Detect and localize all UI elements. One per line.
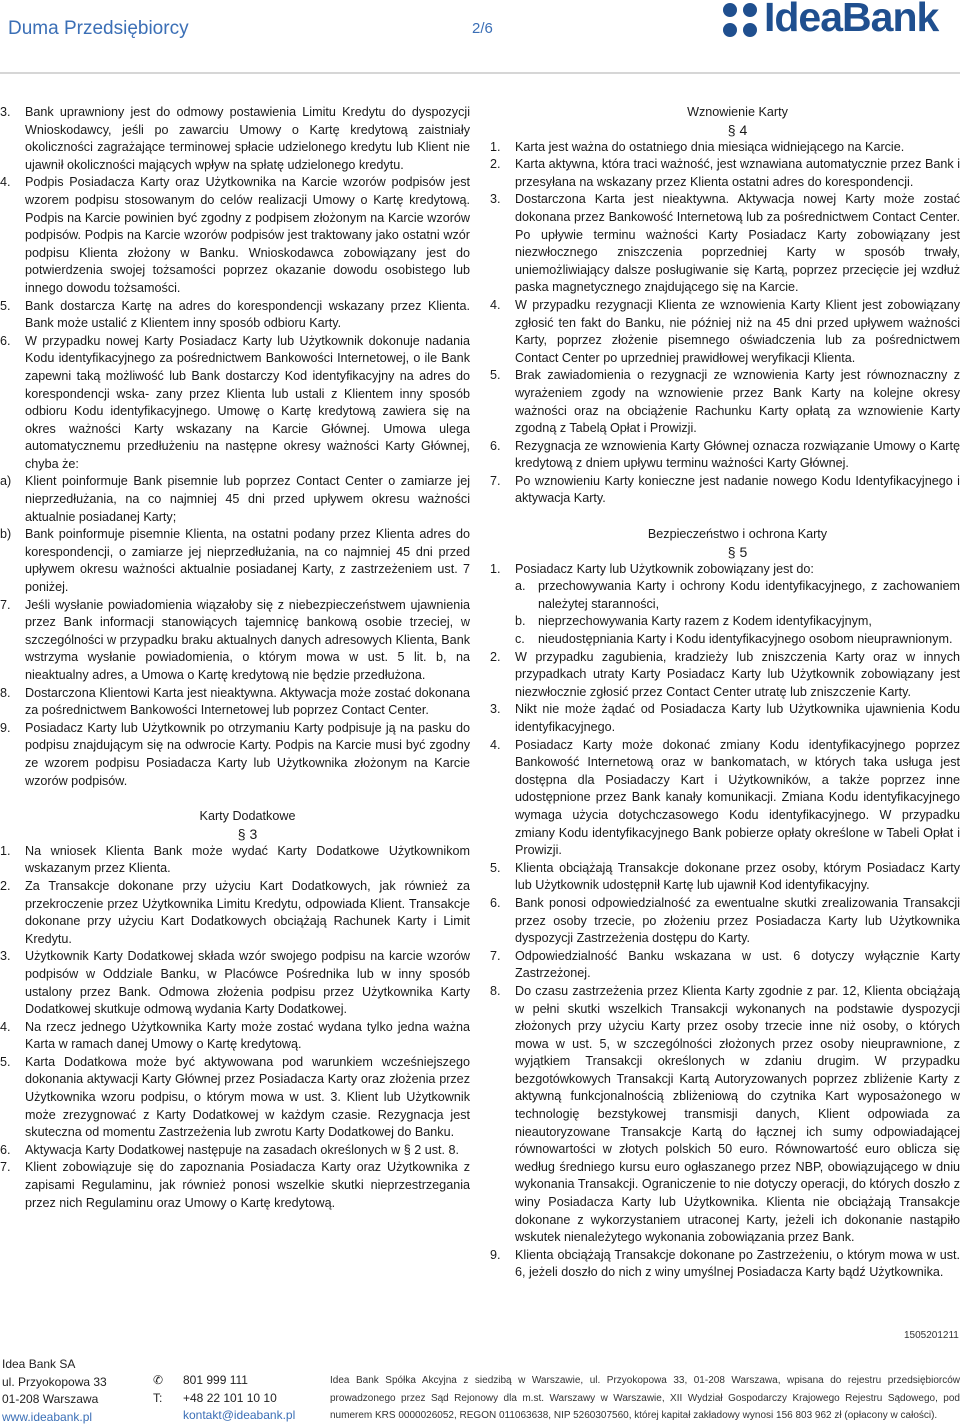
item-text: Aktywacja Karty Dodatkowej następuje na zasadach określonych w § 2 ust. 8. xyxy=(25,1143,459,1157)
legal-notice: Idea Bank Spółka Akcyjna z siedzibą w Warszawie, ul. Przyokopowa 33, 01-208 Warszawa, wpisana do rejestru przedsiębiorców prowadzonego przez Sąd Rejonowy dla m.st. Warszawy w Warszawie, XII Wydział Gospodarczy Krajowego Rejestru Sądowego, pod numerem KRS 0000026052, REGON 011063638, NIP 5260307560, której kapitał zakładowy wynosi 156 803 962 zł (opłacony w całości). xyxy=(330,1372,960,1425)
email-row xyxy=(153,1407,295,1425)
section-5-title: Bezpieczeństwo i ochrona Karty xyxy=(490,526,960,544)
item-number: 3. xyxy=(490,701,501,719)
section-4-paragraph-mark: § 4 xyxy=(515,122,960,139)
section-5-paragraph-mark: § 5 xyxy=(515,544,960,561)
section-3-title: Karty Dodatkowe xyxy=(0,808,470,826)
item-number: 2. xyxy=(490,649,501,667)
item-number: 9. xyxy=(490,1247,501,1265)
section-4-title: Wznowienie Karty xyxy=(490,104,960,122)
section-5-subitems xyxy=(490,578,960,648)
item-number: 3. xyxy=(490,191,501,209)
item-number: 3. xyxy=(0,948,11,966)
list-item xyxy=(490,948,960,983)
list-item xyxy=(0,104,470,174)
list-item xyxy=(490,139,960,157)
item-number: 4. xyxy=(0,174,11,192)
list-item xyxy=(0,878,470,948)
tel-label: T: xyxy=(153,1390,183,1408)
list-item xyxy=(0,1142,470,1160)
tel-row xyxy=(153,1390,295,1408)
section-3-items xyxy=(0,843,470,1212)
item-text: Klient zobowiązuje się do zapoznania Posiadacza Karty oraz Użytkownika z zapisami Regulaminu, jak również ponosi wszelkie skutki nieprzestrzegania przez nich Regulaminu oraz Umowy o Kartę kredytową. xyxy=(25,1160,470,1209)
idea-bank-logo xyxy=(722,0,960,40)
item-number: 6. xyxy=(490,895,501,913)
item-number: a. xyxy=(515,578,526,596)
item-text: Rezygnacja ze wznowienia Karty Głównej oznacza rozwiązanie Umowy o Kartę kredytową z dniem upływu terminu ważności Karty Głównej. xyxy=(515,439,960,471)
item-text: W przypadku rezygnacji Klienta ze wznowienia Karty Klient jest zobowiązany zgłosić ten fakt do Banku, nie później niż na 45 dni przed upływem ważności Karty, poprzez złożenie pisemnego oświadczenia lub za pośrednictwem Contact Center po uprzedniej prawidłowej weryfikacji Klienta. xyxy=(515,298,960,365)
list-item xyxy=(490,895,960,948)
item-number: 6. xyxy=(0,333,11,351)
bank-street: ul. Przyokopowa 33 xyxy=(2,1374,107,1392)
item-text: W przypadku zagubienia, kradzieży lub zniszczenia Karty oraz w innych przypadkach utraty Karty Posiadacz Karty lub Użytkownik zobowiązany jest niezwłocznie zgłosić przez Contact Center utratę lub zniszczenie Karty. xyxy=(515,650,960,699)
list-item xyxy=(0,473,470,526)
bank-address xyxy=(2,1356,107,1426)
spacer xyxy=(0,790,470,808)
list-item xyxy=(490,297,960,367)
website-link[interactable]: www.ideabank.pl xyxy=(2,1409,107,1426)
list-item xyxy=(490,737,960,860)
item-number: 7. xyxy=(0,1159,11,1177)
item-number: b) xyxy=(0,526,11,544)
list-item xyxy=(0,948,470,1018)
item-number: 8. xyxy=(490,983,501,1001)
list-item xyxy=(490,561,960,579)
item-text: Na rzecz jednego Użytkownika Karty może zostać wydana tylko jedna ważna Karta w ramach danej Umowy o Kartę kredytową. xyxy=(25,1020,470,1052)
email-link[interactable]: kontakt@ideabank.pl xyxy=(183,1407,295,1425)
item-number: 2. xyxy=(0,878,11,896)
item-text: Klient poinformuje Bank pisemnie lub poprzez Contact Center o zamiarze jej nieprzedłużania, na co najmniej 45 dni przed upływem okresu ważności aktualnie posiadanej Karty; xyxy=(25,474,470,523)
item-number: 2. xyxy=(490,156,501,174)
list-item xyxy=(0,843,470,878)
item-text: Nikt nie może żądać od Posiadacza Karty lub Użytkownika ujawnienia Kodu identyfikacyjnego. xyxy=(515,702,960,734)
bank-city: 01-208 Warszawa xyxy=(2,1391,107,1409)
item-text: Klienta obciążają Transakcje dokonane przez osoby, którym Posiadacz Karty lub Użytkownik udostępnił Kartę lub ujawnił Kod identyfikacyjny. xyxy=(515,861,960,893)
item-number: 7. xyxy=(0,597,11,615)
item-text: Posiadacz Karty lub Użytkownik zobowiązany jest do: xyxy=(515,562,814,576)
list-item xyxy=(0,685,470,720)
list-item xyxy=(490,367,960,437)
item-text: Bank dostarcza Kartę na adres do korespondencji wskazany przez Klienta. Bank może ustalić z Klientem inny sposób odbioru Karty. xyxy=(25,299,470,331)
item-text: Bank poinformuje pisemnie Klienta, na ostatni podany przez Klienta adres do korespondencji, o zamiarze jej nieprzedłużania, na co najmniej 45 dni przed upływem okresu ważności aktualnie posiadanej Karty, z zastrzeżeniem ust. 7 poniżej. xyxy=(25,527,470,594)
list-item xyxy=(0,720,470,790)
item-number: 7. xyxy=(490,473,501,491)
item-text: Podpis Posiadacza Karty oraz Użytkownika na Karcie wzorów podpisów jest wzorem podpisu stosowanym do celów realizacji Umowy o Kartę kredytową. Podpis na Karcie powinien być zgodny z podpisem złożonym na Karcie wzorów podpisów. Podpis na Karcie wzorów podpisów jest traktowany jako ostatni wzór podpisu Klienta złożony w Banku. Wnioskodawca zobowiązany jest do potwierdzenia swojej tożsamości poprzez okazanie dowodu osobistego lub innego dowodu tożsamości. xyxy=(25,175,470,295)
item-number: c. xyxy=(515,631,525,649)
item-number: 5. xyxy=(490,367,501,385)
item-text: Odpowiedzialność Banku wskazana w ust. 6 dotyczy wyłącznie Karty Zastrzeżonej. xyxy=(515,949,960,981)
item-number: a) xyxy=(0,473,11,491)
item-number: 4. xyxy=(490,737,501,755)
item-number: 4. xyxy=(0,1019,11,1037)
logo-text: IdeaBank xyxy=(764,0,938,41)
item-text: Jeśli wysłanie powiadomienia wiązałoby się z niebezpieczeństwem ujawnienia przez Bank informacji stanowiących tajemnicę bankową osobie trzeciej, w szczególności w przypadku braku aktualnych danych adresowych Klienta, Bank wstrzyma wysłanie powiadomienia, o którym mowa w ust. 5 lit. b, na nieaktualny adres, a Umowa o Kartę kredytową nie będzie przedłużona. xyxy=(25,598,470,682)
item-text: Do czasu zastrzeżenia przez Klienta Karty zgodnie z par. 12, Klienta obciążają w pełni skutki wszelkich Transakcji wykonanych na podstawie dyspozycji złożonych przy użyciu Karty przez osoby trzecie inne niż osoby, o których mowa w ust. 5, w szczególności złożonych przez osoby nieuprawnione, z wyjątkiem Transakcji określonych w zdaniu drugim. W przypadku bezgotówkowych Transakcji Kartą Autoryzowanych poprzez zbliżenie Karty z aktywną funkcjonalnością zbliżeniową do czytnika Kart wyposażonego w technologię bezstykowej transmisji danych, Klient odpowiada za nieautoryzowane Transakcje Kartą do łącznej ich sumy odpowiadającej równowartości w złotych polskich 50 euro. Równowartość euro oblicza się według średniego kursu euro ogłaszanego przez NBP, obowiązującego w dniu wykonania Transakcji. Ograniczenie to nie dotyczy operacji, do których doszło z winy Posiadacza Karty lub Użytkownika. Klienta nie obciążają Transakcje dokonane z wykorzystaniem utraconej Karty, jeżeli ich dokonanie nastąpiło wskutek nienależytego wykonania zobowiązania przez Bank. xyxy=(515,984,960,1244)
document-title: Duma Przedsiębiorcy xyxy=(8,18,189,40)
item-number: 4. xyxy=(490,297,501,315)
item-text: przechowywania Karty i ochrony Kodu identyfikacyjnego, z zachowaniem należytej staranności, xyxy=(538,579,960,611)
hotline-number: 801 999 111 xyxy=(183,1372,248,1390)
list-item xyxy=(0,597,470,685)
list-item xyxy=(0,1159,470,1212)
list-item xyxy=(0,298,470,333)
header-divider xyxy=(0,72,960,74)
item-text: Bank ponosi odpowiedzialność za ewentualne skutki zrealizowania Transakcji przez osoby trzecie, po złożeniu przez Posiadacza Karty lub Użytkownika dyspozycji Zastrzeżenia dostępu do Karty. xyxy=(515,896,960,945)
item-number: 3. xyxy=(0,104,11,122)
list-item xyxy=(0,174,470,297)
item-number: 8. xyxy=(0,685,11,703)
document-reference: 1505201211 xyxy=(904,1330,959,1341)
item-text: nieudostępniania Karty i Kodu identyfikacyjnego osobom nieuprawnionym. xyxy=(538,632,952,646)
sub-list-item xyxy=(490,613,960,631)
sub-list-item xyxy=(490,631,960,649)
email-spacer xyxy=(153,1407,183,1425)
section-3-paragraph-mark: § 3 xyxy=(25,826,470,843)
item-text: Posiadacz Karty może dokonać zmiany Kodu identyfikacyjnego poprzez Bankowość Internetową oraz w bankomatach, w których taka usługa jest dostępna dla Posiadaczy Kart i Użytkowników, a także poprzez inne udostępnione przez Bank kanały komunikacji. Zmiana Kodu identyfikacyjnego wymaga użycia dotychczasowego Kodu identyfikacyjnego. W przypadku zmiany Kodu identyfikacyjnego Bank pobierze opłaty określone w Tabeli Opłat i Prowizji. xyxy=(515,738,960,858)
item-text: Brak zawiadomienia o rezygnacji ze wznowienia Karty jest równoznaczny z wyrażeniem zgody na wznowienie przez Bank Karty na kolejne okresy ważności oraz na obciążenie Rachunku Karty opłatą za wznowienie Karty zgodną z Tabelą Opłat i Prowizji. xyxy=(515,368,960,435)
item-text: W przypadku nowej Karty Posiadacz Karty lub Użytkownik dokonuje nadania Kodu identyfikacyjnego za pośrednictwem Bankowości Internetowej, o ile Bank zapewni taką możliwość lub Bank dostarczy Kod identyfikacyjny na adres do korespondencji wska- zany przez Klienta lub ustali z Klientem inny sposób odbioru Kodu identyfikacyjnego. Umowę o Kartę kredytową zawiera się na okres ważności Karty wskazany na Karcie Głównej. Umowa ulega automatycznemu przedłużeniu na następne okresy ważności Karty Głównej, chyba że: xyxy=(25,334,470,471)
item-text: Karta Dodatkowa może być aktywowana pod warunkiem wcześniejszego dokonania aktywacji Karty Głównej przez Posiadacza Karty oraz złożenia przez Użytkownika wzoru podpisu, o którym mowa w ust. 3. Klient lub Użytkownik może zrezygnować z Karty Dodatkowej w każdym czasie. Rezygnacja jest skuteczna od momentu Zastrzeżenia lub zwrotu Karty Dodatkowej do Banku. xyxy=(25,1055,470,1139)
left-subitems-6 xyxy=(0,473,470,596)
item-text: Użytkownik Karty Dodatkowej składa wzór swojego podpisu na karcie wzorów podpisów w Oddziale Banku, w Placówce Pośrednika lub w inny sposób ustalony przez Bank. Odmowa złożenia podpisu przez Użytkownika Karty Dodatkowej skutkuje odmową wydania Karty Dodatkowej. xyxy=(25,949,470,1016)
sub-list-item xyxy=(490,578,960,613)
section-5-items xyxy=(490,649,960,1282)
logo-dots-icon xyxy=(722,2,760,40)
list-item xyxy=(0,1054,470,1142)
list-item xyxy=(490,191,960,297)
right-column xyxy=(490,104,960,1282)
left-items-a xyxy=(0,104,470,473)
bank-contact xyxy=(153,1372,295,1425)
list-item xyxy=(490,438,960,473)
item-number: 7. xyxy=(490,948,501,966)
item-text: Posiadacz Karty lub Użytkownik po otrzymaniu Karty podpisuje ją na pasku do podpisu znajdującym się na odwrocie Karty. Podpis na Karcie musi być zgodny ze wzorem podpisu Posiadacza Karty lub Użytkownika złożonym na Karcie wzorów podpisów. xyxy=(25,721,470,788)
item-number: 5. xyxy=(0,298,11,316)
item-text: nieprzechowywania Karty razem z Kodem identyfikacyjnym, xyxy=(538,614,872,628)
item-number: 5. xyxy=(0,1054,11,1072)
item-text: Karta aktywna, która traci ważność, jest wznawiana automatycznie przez Bank i przesyłana na wskazany przez Klienta ostatni adres do korespondencji. xyxy=(515,157,960,189)
list-item xyxy=(0,1019,470,1054)
page-footer xyxy=(0,1320,960,1425)
item-number: 1. xyxy=(490,561,501,579)
item-text: Za Transakcje dokonane przy użyciu Kart Dodatkowych, jak również za przekroczenie przez Użytkownika Limitu Kredytu, odpowiada Klient. Transakcje dokonane przy użyciu Kart Dodatkowych obciążają Rachunek Karty i Limit Kredytu. xyxy=(25,879,470,946)
list-item xyxy=(490,473,960,508)
item-text: Na wniosek Klienta Bank może wydać Karty Dodatkowe Użytkownikom wskazanym przez Klienta. xyxy=(25,844,470,876)
item-number: 6. xyxy=(0,1142,11,1160)
item-number: b. xyxy=(515,613,526,631)
list-item xyxy=(490,649,960,702)
item-text: Karta jest ważna do ostatniego dnia miesiąca widniejącego na Karcie. xyxy=(515,140,904,154)
list-item xyxy=(0,526,470,596)
item-number: 6. xyxy=(490,438,501,456)
item-number: 1. xyxy=(490,139,501,157)
item-text: Po wznowieniu Karty konieczne jest nadanie nowego Kodu Identyfikacyjnego i aktywacja Karty. xyxy=(515,474,960,506)
bank-name: Idea Bank SA xyxy=(2,1356,107,1374)
item-number: 1. xyxy=(0,843,11,861)
list-item xyxy=(490,701,960,736)
page-header xyxy=(0,0,960,58)
list-item xyxy=(0,333,470,474)
list-item xyxy=(490,983,960,1247)
list-item xyxy=(490,156,960,191)
item-text: Dostarczona Karta jest nieaktywna. Aktywacja nowej Karty może zostać dokonana przez Bankowość Internetową lub za pośrednictwem Contact Center. Po upływie terminu ważności Karty Posiadacz Karty zobowiązany jest niezwłocznego zniszczenia poprzedniej Karty w sposób trwały, uniemożliwiający dalsze posługiwanie się Kartą, poprzez przecięcie jej wzdłuż paska magnetycznego znajdującego się na Karcie. xyxy=(515,192,960,294)
list-item xyxy=(490,860,960,895)
phone-icon: ✆ xyxy=(153,1372,183,1390)
section-4-items xyxy=(490,139,960,508)
item-number: 9. xyxy=(0,720,11,738)
item-number: 5. xyxy=(490,860,501,878)
item-text: Dostarczona Klientowi Karta jest nieaktywna. Aktywacja może zostać dokonana za pośrednictwem Bankowości Internetowej lub poprzez Contact Center. xyxy=(25,686,470,718)
item-text: Bank uprawniony jest do odmowy postawienia Limitu Kredytu do dyspozycji Wnioskodawcy, jeśli po zawarciu Umowy o Kartę kredytową zaistniały okoliczności zagrażające terminowej spłacie udzielonego kredytu lub Klient nie ujawnił okoliczności mających wpływ na spłatę udzielonego kredytu. xyxy=(25,105,470,172)
tel-number: +48 22 101 10 10 xyxy=(183,1390,277,1408)
left-column xyxy=(0,104,470,1212)
spacer xyxy=(490,508,960,526)
page-number: 2/6 xyxy=(472,20,493,37)
list-item xyxy=(490,1247,960,1282)
left-items-b xyxy=(0,597,470,791)
item-text: Klienta obciążają Transakcje dokonane po Zastrzeżeniu, o którym mowa w ust. 6, jeżeli doszło do nich z winy umyślnej Posiadacza Karty bądź Użytkownika. xyxy=(515,1248,960,1280)
hotline-row xyxy=(153,1372,295,1390)
